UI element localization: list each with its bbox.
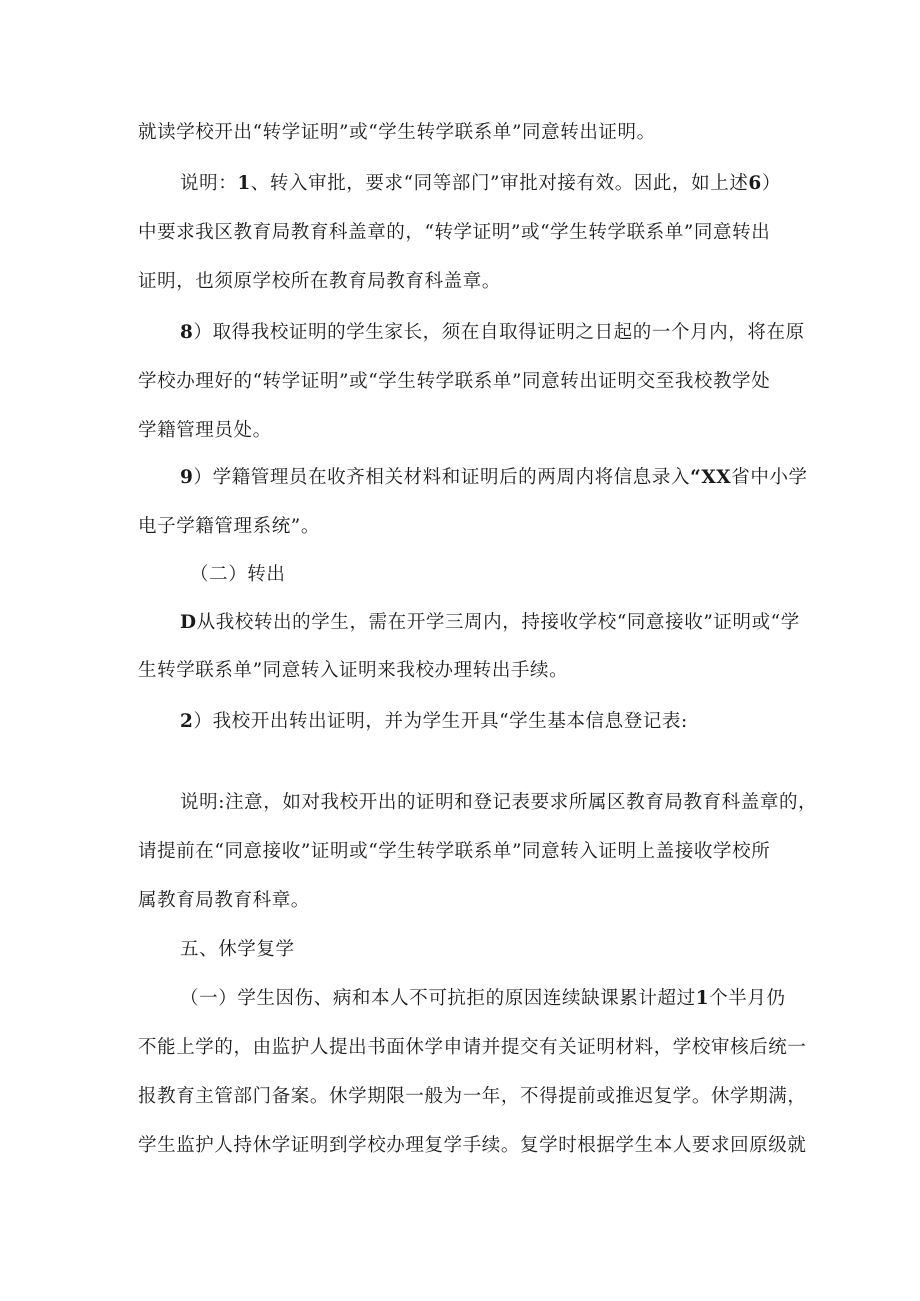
note-1-line-1: 说明：1、转入审批，要求“同等部门”审批对接有效。因此，如上述6）: [180, 173, 782, 194]
note-2-line-1: 说明:注意，如对我校开出的证明和登记表要求所属区教育局教育科盖章的，: [180, 792, 818, 813]
item-9-line-1: 9）学籍管理员在收齐相关材料和证明后的两周内将信息录入“XX省中小学: [180, 467, 808, 488]
item-9-line-2: 电子学籍管理系统”。: [138, 516, 320, 537]
item-8-line-3: 学籍管理员处。: [138, 420, 272, 441]
note-1-line-3: 证明，也须原学校所在教育局教育科盖章。: [138, 271, 501, 292]
item-2-line-1: 2）我校开出转出证明，并为学生开具“学生基本信息登记表:: [180, 711, 688, 732]
item-8-line-1: 8）取得我校证明的学生家长，须在自取得证明之日起的一个月内，将在原: [180, 322, 805, 343]
suspension-line-3: 报教育主管部门备案。休学期限一般为一年，不得提前或推迟复学。休学期满，: [138, 1086, 807, 1107]
note-2-line-3: 属教育局教育科章。: [138, 890, 310, 911]
suspension-line-2: 不能上学的，由监护人提出书面休学申请并提交有关证明材料，学校审核后统一: [138, 1037, 807, 1058]
section-transfer-out-heading: （二）转出: [190, 564, 286, 585]
section-5-heading: 五、休学复学: [180, 939, 295, 960]
suspension-line-1: （一）学生因伤、病和本人不可抗拒的原因连续缺课累计超过1个半月仍: [180, 988, 786, 1009]
note-2-line-2: 请提前在“同意接收”证明或“学生转学联系单”同意转入证明上盖接收学校所: [138, 841, 771, 862]
item-1-line-1: D从我校转出的学生，需在开学三周内，持接收学校“同意接收”证明或“学: [180, 612, 800, 633]
suspension-line-4: 学生监护人持休学证明到学校办理复学手续。复学时根据学生本人要求回原级就: [138, 1135, 807, 1156]
note-1-line-2: 中要求我区教育局教育科盖章的，“转学证明”或“学生转学联系单”同意转出: [138, 222, 771, 243]
paragraph-line-1: 就读学校开出“转学证明”或“学生转学联系单”同意转出证明。: [138, 122, 656, 143]
item-1-line-2: 生转学联系单”同意转入证明来我校办理转出手续。: [138, 660, 569, 681]
item-8-line-2: 学校办理好的“转学证明”或“学生转学联系单”同意转出证明交至我校教学处: [138, 371, 771, 392]
